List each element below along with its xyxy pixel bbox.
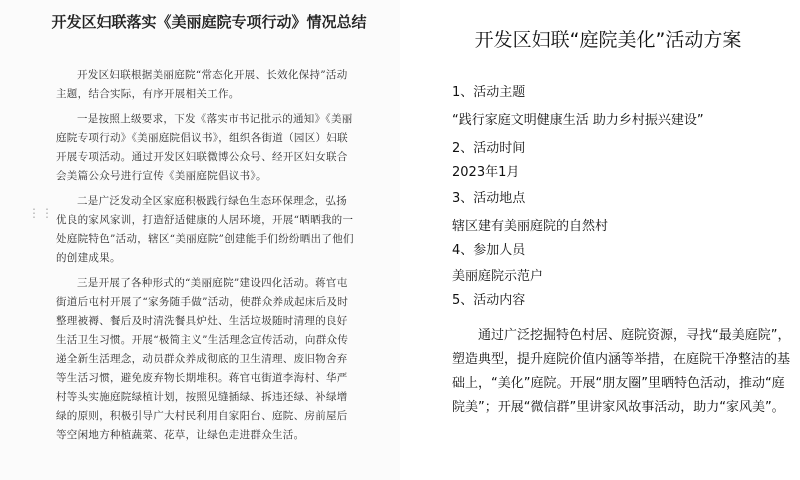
paragraph: 二是广泛发动全区家庭积极践行绿色生态环保理念，弘扬优良的家风家训，打造舒适健康的人居环境，开展“晒晒我的一处庭院特色”活动，辖区“美丽庭院”创建能手们纷纷晒出了他们的创建成果。 (56, 195, 354, 264)
right-document-page (416, 0, 800, 480)
paragraph: 开发区妇联根据美丽庭院“常态化开展、长效化保持”活动主题，结合实际，有序开展相关工作。 (56, 69, 348, 100)
section-heading: 3、活动地点 (452, 191, 526, 206)
page-gap (400, 0, 416, 480)
section-heading: 4、参加人员 (452, 243, 526, 258)
section-heading: 1、活动主题 (452, 85, 526, 100)
drag-handle-icon[interactable]: ⋮⋮ (28, 206, 54, 220)
left-document-body (56, 66, 356, 451)
section-value: “践行家庭文明健康生活 助力乡村振兴建设” (452, 113, 704, 128)
section-heading: 5、活动内容 (452, 293, 526, 308)
section-heading: 2、活动时间 (452, 141, 526, 156)
paragraph: 一是按照上级要求，下发《落实市书记批示的通知》《美丽庭院专项行动》《美丽庭院倡议书》，组织各街道（园区）妇联开展专项活动。通过开发区妇联微博公众号、经开区妇女联合会美篇公众号进行宣传《美丽庭院倡议书》。 (56, 113, 353, 182)
section-value: 美丽庭院示范户 (452, 269, 544, 284)
content-paragraph: 通过广泛挖掘特色村居、庭院资源，寻找“最美庭院”，塑造典型，提升庭院价值内涵等举措，在庭院干净整洁的基础上，“美化”庭院。开展“朋友圈”里晒特色活动，推动“庭院美”；开展“微信群”里讲家风故事活动，助力“家风美”。 (452, 328, 791, 415)
left-document-title: 开发区妇联落实《美丽庭院专项行动》情况总结 (51, 13, 367, 31)
section-value: 2023年1月 (452, 165, 520, 180)
section-value: 辖区建有美丽庭院的自然村 (452, 219, 609, 234)
paragraph: 三是开展了各种形式的“美丽庭院”建设四化活动。蒋官屯街道后屯村开展了“家务随手做”活动，使群众养成起床后及时整理被褥、餐后及时清洗餐具炉灶、生活垃圾随时清理的良好生活卫生习惯。开展“极简主义”生活理念宣传活动，向群众传递全新生活理念，动员群众养成彻底的卫生清理、废旧物舍弃等生活习惯，避免废弃物长期堆积。蒋官屯街道李海村、华严村等头实施庭院绿植计划，按照见缝插绿、拆违还绿、补绿增绿的原则，积极引导广大村民利用自家阳台、庭院、房前屋后等空闲地方种植蔬菜、花草，让绿色走进群众生活。 (56, 277, 349, 441)
right-document-title: 开发区妇联“庭院美化”活动方案 (474, 29, 742, 51)
